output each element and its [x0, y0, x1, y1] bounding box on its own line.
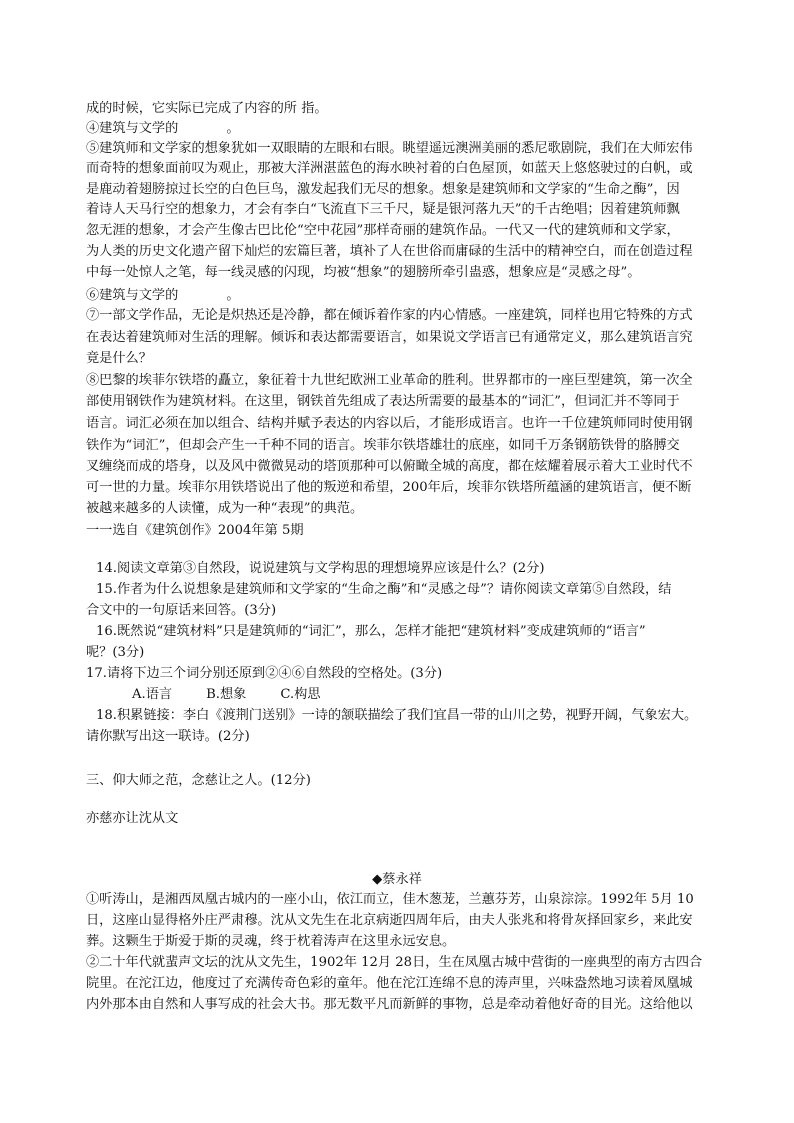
option-b: B.想象: [206, 687, 247, 702]
paragraph-line: 被越来越多的人读懂，成为一种“表现”的典范。: [86, 501, 364, 516]
paragraph-line: 语言。词汇必须在加以组合、结构并赋予表达的内容以后，才能形成语言。也许一千位建筑师同时使用钢: [86, 416, 693, 431]
paragraph-line: 而奇特的想象面前叹为观止，那被大洋洲湛蓝色的海水映衬着的白色屋顶，如蓝天上悠悠驶过的白帆，或: [86, 161, 693, 176]
option-a: A.语言: [132, 687, 173, 702]
paragraph-line: 为人类的历史文化遗产留下灿烂的宏篇巨著，填补了人在世俗而庸碌的生活中的精神空白，而在创造过程: [86, 244, 693, 259]
question-17: 17.请将下边三个词分别还原到②④⑥自然段的空格处。(3分): [86, 666, 443, 681]
paragraph-line: ⑦一部文学作品，无论是炽热还是冷静，都在倾诉着作家的内心情感。一座建筑，同样也用它特殊的方式: [86, 308, 693, 323]
paragraph-line: 是鹿动着翅膀掠过长空的白色巨鸟，激发起我们无尽的想象。想象是建筑师和文学家的“生命之酶”，因: [86, 182, 680, 197]
paragraph-line: 着诗人天马行空的想象力，才会有李白“飞流直下三千尺，疑是银河落九天”的千古绝唱；因着建筑师飘: [86, 202, 680, 217]
question-18: 18.积累链接：李白《渡荆门送别》一诗的颔联描绘了我们宜昌一带的山川之势，视野开阔，气象宏大。: [96, 708, 698, 723]
section-3-heading: 三、仰大师之范，念慈让之人。(12分): [86, 773, 311, 788]
question-15: 15.作者为什么说想象是建筑师和文学家的“生命之酶”和“灵感之母”？请你阅读文章第⑤自然段，结: [96, 582, 672, 597]
paragraph-line: 成的时候，它实际已完成了内容的所 指。: [86, 101, 328, 116]
paragraph-line: 铁作为“词汇”，但却会产生一千种不同的语言。埃菲尔铁塔雄壮的底座，如同千万条钢筋铁骨的胳膊交: [86, 438, 680, 453]
paragraph-line: 院里。在沱江边，他度过了充满传奇色彩的童年。他在沱江连绵不息的涛声里，兴味盎然地习读着凤凰城: [86, 976, 693, 991]
paragraph-line: 竟是什么？: [86, 351, 152, 366]
option-c: C.构思: [280, 687, 321, 702]
paragraph-line: 可一世的力量。埃菲尔用铁塔说出了他的叛逆和希望，200年后，埃菲尔铁塔所蕴涵的建筑语言，便不断: [86, 480, 692, 495]
paragraph-line: ⑧巴黎的埃菲尔铁塔的矗立，象征着十九世纪欧洲工业革命的胜利。世界都市的一座巨型建筑，第一次全: [86, 373, 693, 388]
article-author: ◆蔡永祥: [372, 872, 422, 887]
question-16-cont: 呢？(3分): [86, 645, 145, 660]
question-16: 16.既然说“建筑材料”只是建筑师的“词汇”，那么，怎样才能把“建筑材料”变成建筑师的“语言”: [96, 624, 646, 639]
source-citation: 一一选自《建筑创作》2004年第 5期: [86, 523, 304, 538]
paragraph-line: 日，这座山显得格外庄严肃穆。沈从文先生在北京病逝四周年后，由夫人张兆和将骨灰择回家乡，来此安: [86, 913, 693, 928]
paragraph-6-heading: ⑥建筑与文学的 。: [86, 288, 240, 303]
paragraph-line: 部使用钢铁作为建筑材料。在这里，钢铁首先组成了表达所需要的最基本的“词汇”，但词汇并不等同于: [86, 394, 680, 409]
paragraph-line: 葬。这颗生于斯爱于斯的灵魂，终于枕着涛声在这里永远安息。: [86, 934, 456, 949]
paragraph-line: 叉缠绕而成的塔身，以及风中微微晃动的塔顶那种可以俯瞰全城的高度，都在炫耀着展示着大工业时代不: [86, 459, 693, 474]
question-15-cont: 合文中的一句原话来回答。(3分): [86, 603, 277, 618]
paragraph-line: 在表达着建筑师对生活的理解。倾诉和表达都需要语言，如果说文学语言已有通常定义，那么建筑语言究: [86, 330, 693, 345]
paragraph-line: 中每一处惊人之笔，每一线灵感的闪现，均被“想象”的翅膀所牵引蛊惑，想象应是“灵感之母”。: [86, 265, 641, 280]
question-17-options: [132, 685, 772, 705]
article-title: 亦慈亦让沈从文: [86, 811, 179, 826]
paragraph-4-heading: ④建筑与文学的 。: [86, 121, 240, 136]
paragraph-line: 内外那本由自然和人事写成的社会大书。那无数平凡而新鲜的事物，总是牵动着他好奇的目光。这给他以: [86, 997, 693, 1012]
question-14: 14.阅读文章第③自然段，说说建筑与文学构思的理想境界应该是什么？(2分): [96, 561, 545, 576]
question-18-cont: 请你默写出这一联诗。(2分): [86, 729, 250, 744]
paragraph-line: ②二十年代就蜚声文坛的沈从文先生，1902年 12月 28日，生在凤凰古城中营街的一座典型的南方古四合: [86, 955, 703, 970]
paragraph-line: ①听涛山，是湘西凤凰古城内的一座小山，依江而立，佳木葱茏，兰蕙芬芳，山泉淙淙。1992年 5月 10: [86, 892, 694, 907]
paragraph-line: 忽无涯的想象，才会产生像古巴比伦“空中花园”那样奇丽的建筑作品。一代又一代的建筑师和文学家，: [86, 223, 680, 238]
paragraph-line: ⑤建筑师和文学家的想象犹如一双眼睛的左眼和右眼。眺望遥远澳洲美丽的悉尼歌剧院，我们在大师宏伟: [86, 141, 693, 156]
